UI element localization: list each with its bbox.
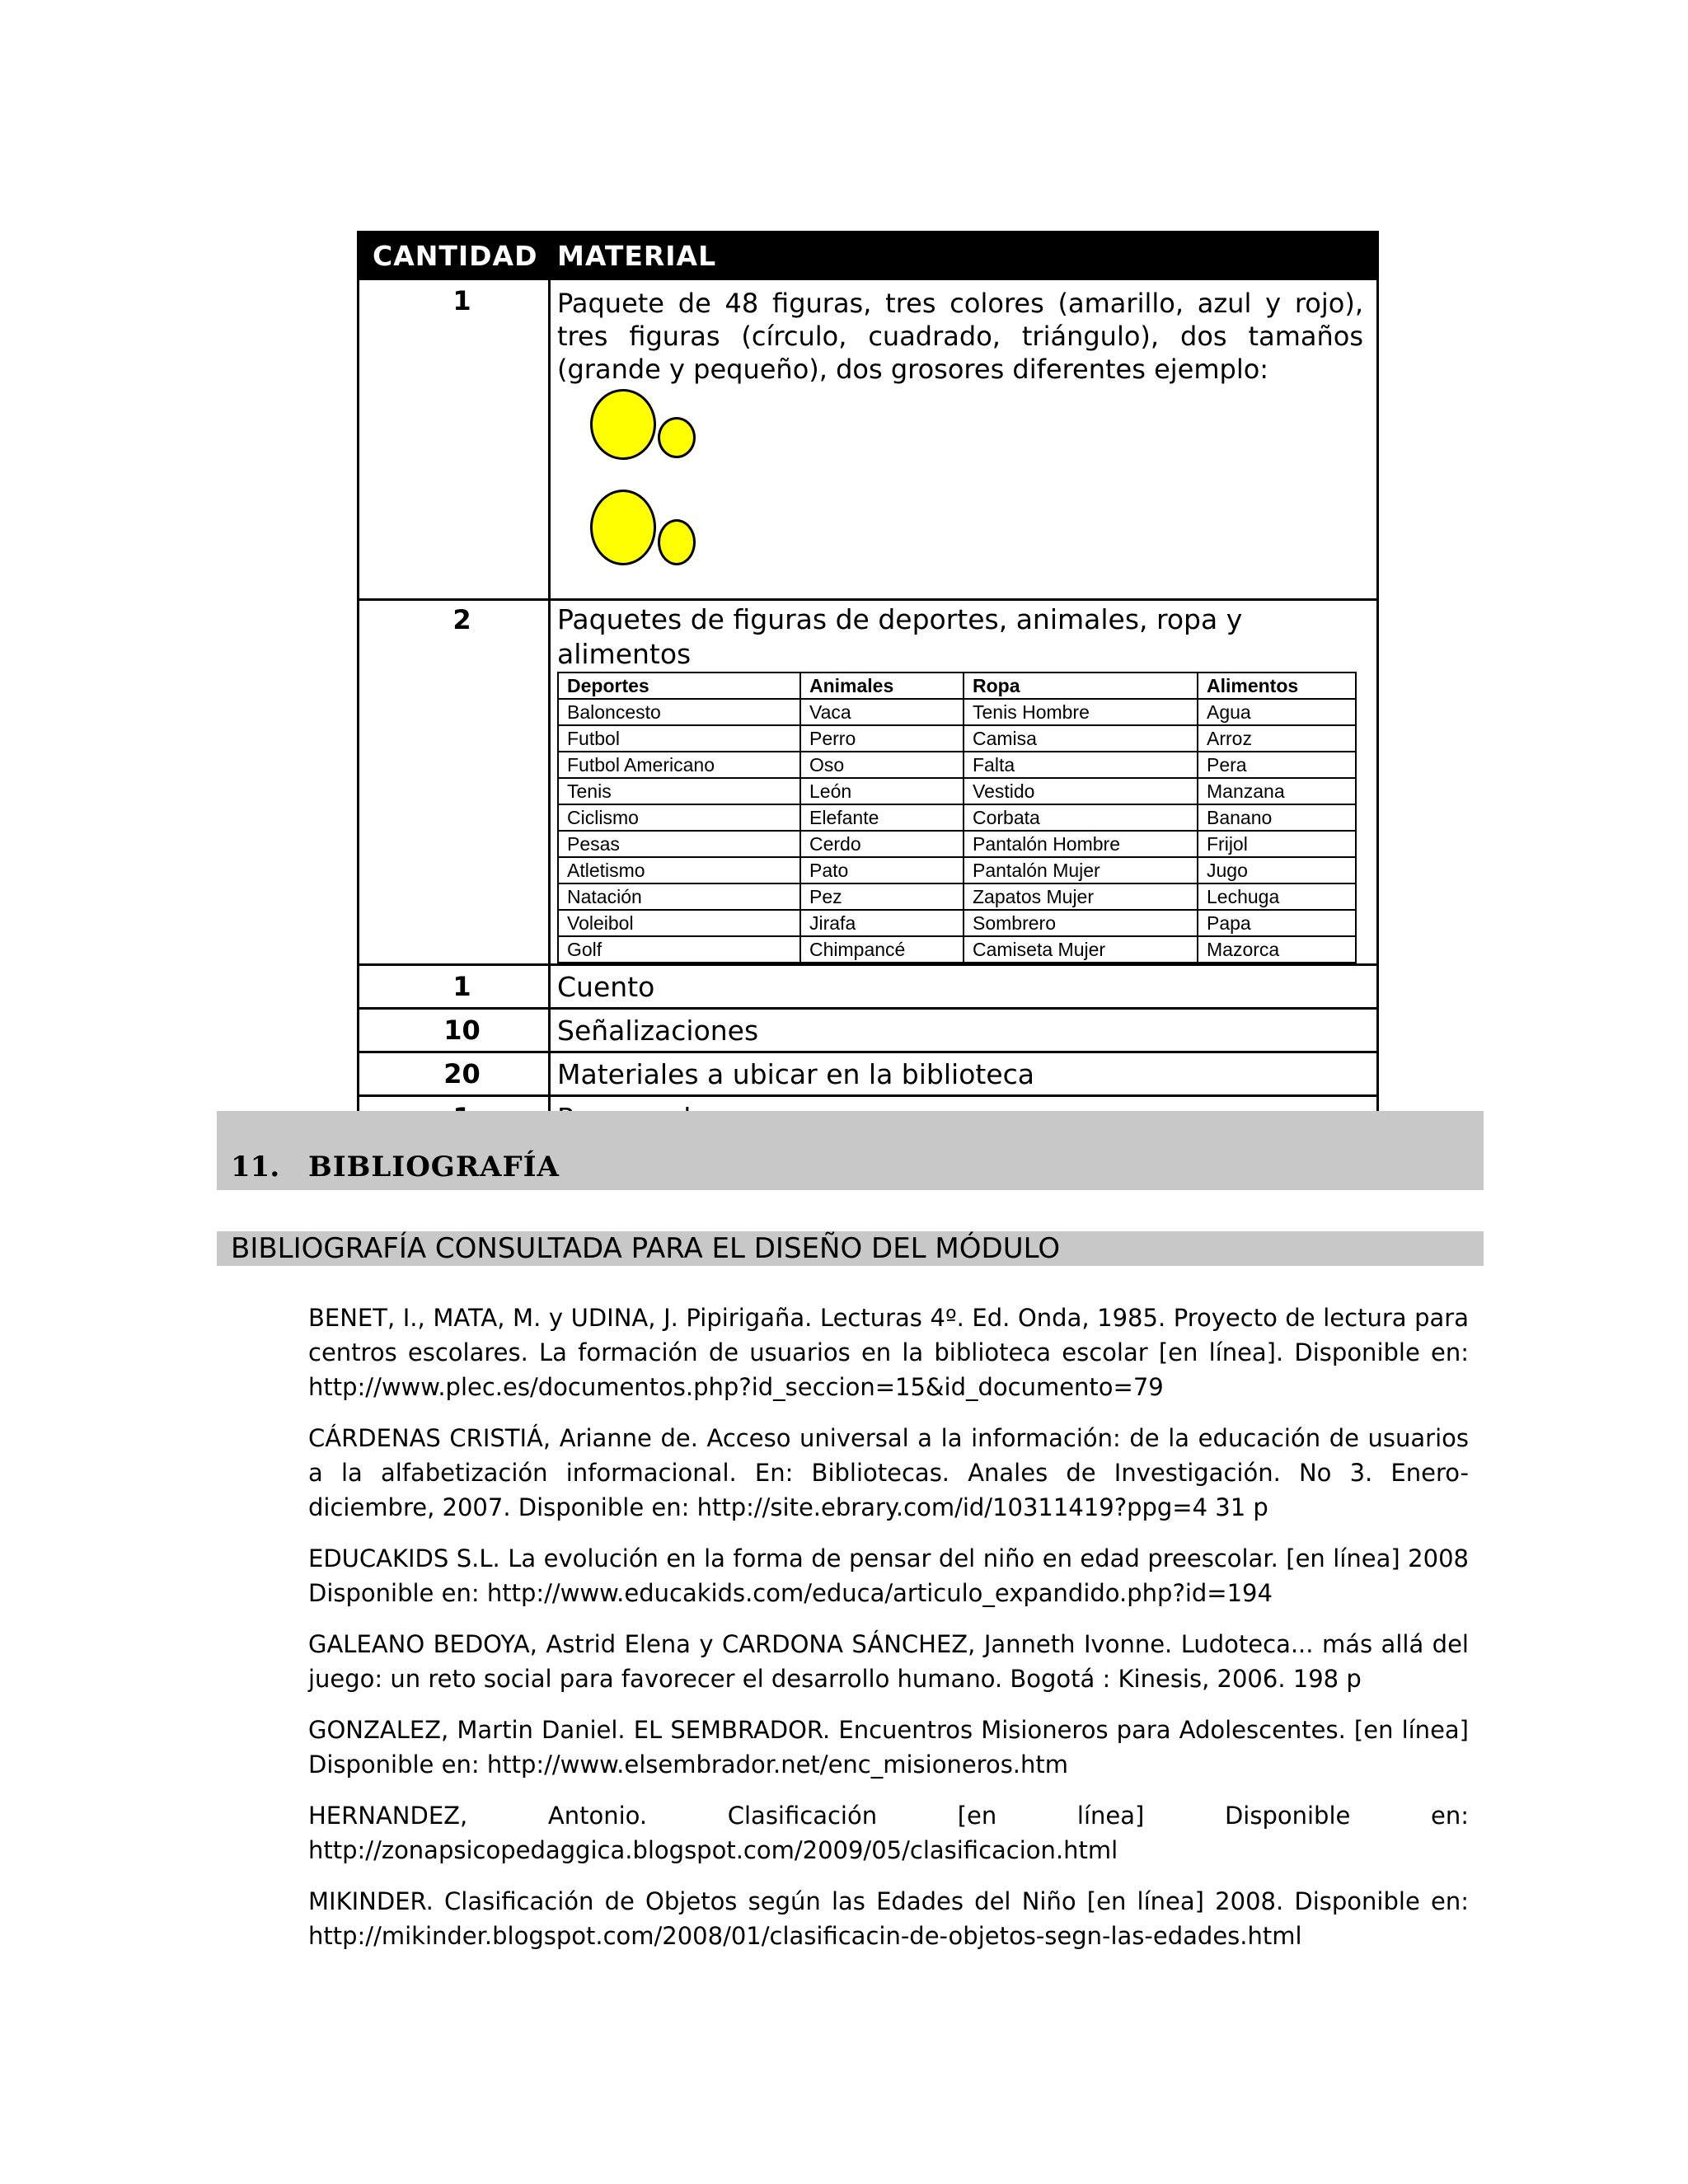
figures-cell: Zapatos Mujer — [964, 883, 1198, 910]
large-circle-1 — [590, 389, 656, 460]
figures-header-row — [558, 673, 1356, 699]
figures-cell: Chimpancé — [800, 936, 964, 963]
bibliography-entry: BENET, I., MATA, M. y UDINA, J. Pipirigaña. Lecturas 4º. Ed. Onda, 1985. Proyecto de lectura para centros escolares. La formación de usuarios en la biblioteca escolar [en línea]. Disponible en: http://www.plec.es/documentos.php?id_seccion=15&id_documento=79 — [308, 1304, 1469, 1401]
qty-value: 2 — [452, 604, 471, 635]
small-circle-1 — [658, 417, 696, 458]
figures-col-header: Ropa — [964, 673, 1198, 699]
small-circle-2 — [658, 519, 696, 565]
figures-cell: Pantalón Hombre — [964, 831, 1198, 857]
bibliography-entry: GALEANO BEDOYA, Astrid Elena y CARDONA SÁNCHEZ, Janneth Ivonne. Ludoteca... más allá del juego: un reto social para favorecer el desarrollo humano. Bogotá : Kinesis, 2006. 198 p — [308, 1630, 1469, 1693]
section-title: BIBLIOGRAFÍA — [308, 1151, 560, 1183]
figures-cell: Baloncesto — [558, 699, 800, 725]
material-row-figuras — [359, 279, 1378, 600]
figures-col-header: Deportes — [558, 673, 800, 699]
figures-row — [558, 778, 1356, 804]
figures-row — [558, 857, 1356, 883]
figures-cell: Frijol — [1198, 831, 1356, 857]
figures-row — [558, 910, 1356, 936]
figures-cell: Manzana — [1198, 778, 1356, 804]
figures-cell: Arroz — [1198, 725, 1356, 752]
bibliography-entry: HERNANDEZ, Antonio. Clasificación [en línea] Disponible en: http://zonapsicopedaggica.blogspot.com/2009/05/clasificacion.html — [308, 1802, 1469, 1864]
header-cantidad: CANTIDAD — [359, 232, 550, 279]
figures-cell: Ciclismo — [558, 804, 800, 831]
figures-cell: Corbata — [964, 804, 1198, 831]
materials-header-row — [359, 232, 1378, 279]
figures-cell: Cerdo — [800, 831, 964, 857]
figures-cell: Oso — [800, 752, 964, 778]
figures-row — [558, 804, 1356, 831]
qty-cell — [359, 279, 550, 600]
qty-value: 20 — [443, 1058, 481, 1090]
figures-cell: Pesas — [558, 831, 800, 857]
figures-cell: Pato — [800, 857, 964, 883]
figures-row — [558, 936, 1356, 963]
figures-row — [558, 831, 1356, 857]
section-number: 11. — [231, 1151, 280, 1183]
figures-row — [558, 883, 1356, 910]
material-cell: Materiales a ubicar en la biblioteca — [550, 1052, 1378, 1096]
figures-cell: Agua — [1198, 699, 1356, 725]
material-row-biblioteca — [359, 1052, 1378, 1096]
figures-cell: Golf — [558, 936, 800, 963]
subsection-title: BIBLIOGRAFÍA CONSULTADA PARA EL DISEÑO DEL MÓDULO — [231, 1232, 1061, 1265]
bibliography-list — [308, 1301, 1469, 1970]
qty-value: 1 — [452, 285, 471, 316]
figures-cell: Futbol — [558, 725, 800, 752]
material-cell: Cuento — [550, 965, 1378, 1009]
header-material: MATERIAL — [550, 232, 1378, 279]
bibliography-entry: GONZALEZ, Martin Daniel. EL SEMBRADOR. Encuentros Misioneros para Adolescentes. [en línea] Disponible en: http://www.elsembrador.net/enc_misioneros.htm — [308, 1716, 1469, 1779]
figures-cell: Pera — [1198, 752, 1356, 778]
material-cell: Señalizaciones — [550, 1009, 1378, 1052]
figures-row — [558, 725, 1356, 752]
figures-row — [558, 699, 1356, 725]
figures-cell: Pantalón Mujer — [964, 857, 1198, 883]
figures-col-header: Animales — [800, 673, 964, 699]
qty-value: 1 — [452, 971, 471, 1002]
qty-value: 10 — [443, 1015, 481, 1046]
figures-cell: Atletismo — [558, 857, 800, 883]
figures-cell: Camiseta Mujer — [964, 936, 1198, 963]
paquetes-title: Paquetes de figuras de deportes, animales, ropa y alimentos — [557, 603, 1243, 670]
figures-col-header: Alimentos — [1198, 673, 1356, 699]
material-row-paquetes — [359, 600, 1378, 965]
figures-cell: Mazorca — [1198, 936, 1356, 963]
figures-table — [557, 672, 1357, 963]
figures-row — [558, 752, 1356, 778]
large-circle-2 — [590, 490, 656, 565]
figures-cell: Vaca — [800, 699, 964, 725]
qty-cell — [359, 1052, 550, 1096]
figures-cell: Elefante — [800, 804, 964, 831]
qty-cell — [359, 965, 550, 1009]
material-cell — [550, 279, 1378, 600]
material-cell — [550, 600, 1378, 965]
bibliography-entry: CÁRDENAS CRISTIÁ, Arianne de. Acceso universal a la información: de la educación de usuarios a la alfabetización informacional. En: Bibliotecas. Anales de Investigación. No 3. Enero-diciembre, 2007. Disponible en: http://site.ebrary.com/id/10311419?ppg=4 31 p — [308, 1424, 1469, 1521]
figures-cell: Tenis — [558, 778, 800, 804]
figures-cell: Jirafa — [800, 910, 964, 936]
figures-cell: Futbol Americano — [558, 752, 800, 778]
material-row-cuento — [359, 965, 1378, 1009]
figures-cell: León — [800, 778, 964, 804]
figures-cell: Lechuga — [1198, 883, 1356, 910]
bibliography-entry: MIKINDER. Clasificación de Objetos según las Edades del Niño [en línea] 2008. Disponible en: http://mikinder.blogspot.com/2008/01/clasificacin-de-objetos-segn-las-edades.html — [308, 1887, 1469, 1950]
figures-cell: Banano — [1198, 804, 1356, 831]
figures-cell: Natación — [558, 883, 800, 910]
qty-cell — [359, 600, 550, 965]
figures-cell: Tenis Hombre — [964, 699, 1198, 725]
figures-cell: Falta — [964, 752, 1198, 778]
bibliography-entry: EDUCAKIDS S.L. La evolución en la forma de pensar del niño en edad preescolar. [en línea] 2008 Disponible en: http://www.educakids.com/educa/articulo_expandido.php?id=194 — [308, 1544, 1469, 1607]
figures-cell: Perro — [800, 725, 964, 752]
qty-cell — [359, 1009, 550, 1052]
example-circles — [557, 389, 1363, 579]
material-row-senalizaciones — [359, 1009, 1378, 1052]
figures-cell: Voleibol — [558, 910, 800, 936]
figuras-description: Paquete de 48 figuras, tres colores (amarillo, azul y rojo), tres figuras (círculo, cuadrado, triángulo), dos tamaños (grande y pequeño), dos grosores diferentes ejemplo: — [557, 288, 1363, 385]
materials-table — [357, 231, 1379, 1141]
figures-cell: Jugo — [1198, 857, 1356, 883]
figures-cell: Sombrero — [964, 910, 1198, 936]
figures-cell: Papa — [1198, 910, 1356, 936]
figures-cell: Vestido — [964, 778, 1198, 804]
figures-cell: Pez — [800, 883, 964, 910]
figures-cell: Camisa — [964, 725, 1198, 752]
